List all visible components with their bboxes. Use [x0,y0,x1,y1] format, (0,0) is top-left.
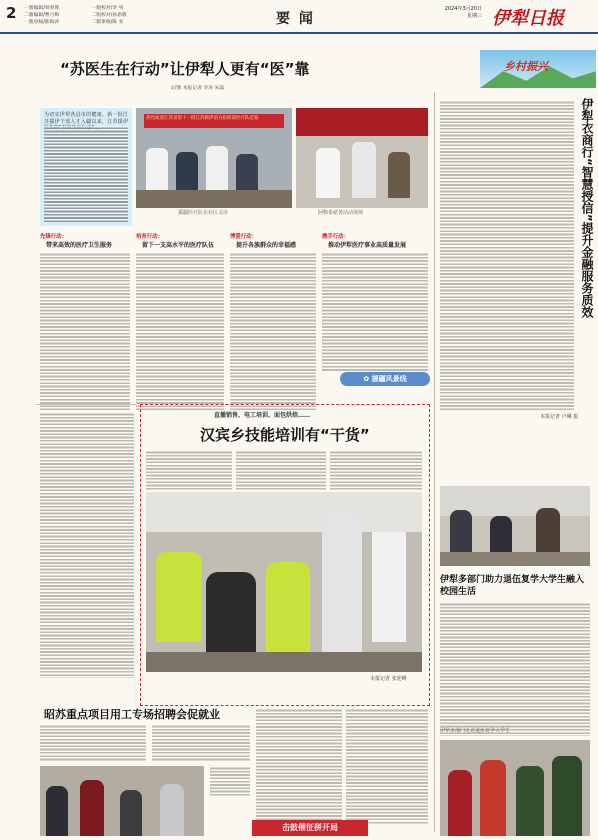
lead-intro-box [40,108,132,226]
lead-col-4: 携手行动： 推动伊犁医疗事业高质量发展 [322,232,428,372]
lead-byline: 文/图 本报记者 李涛 朱磊 [170,86,225,91]
center-col-mid [236,450,326,490]
header-rule [0,32,598,34]
mid-bottom-story [256,708,342,824]
lead-banner [480,50,596,88]
side-story-author: 本报记者 卢琳 报 [540,414,579,420]
left-story-title: 昭苏重点项目用工专场招聘会促就业 [44,708,220,721]
paper-name: 伊犁日报 [492,8,564,29]
bottom-tag: 击鼓催征拼开局 [252,820,368,836]
lead-title: “苏医生在行动”让伊犁人更有“医”靠 [60,60,310,78]
edition-item: 一版编辑/刘春蓉 [24,6,60,11]
flower-icon: ✿ [363,375,372,383]
right-photo-top [440,486,590,566]
edition-list [24,4,234,25]
center-author: 本报记者 张迎峰 [370,676,407,682]
left-story-col1 [40,724,146,762]
center-col-right [330,450,422,490]
center-photo [146,492,422,672]
mid-bottom-story-2 [346,708,428,824]
edition-item: 一版审核/陈海涛 [24,20,60,25]
edition-item: 一版校对/李 男 [91,6,124,11]
left-story-photo [40,766,204,836]
lead-intro: 为切实伊犁各县市的健康，新一批江苏援伊干部人才入疆以来，江苏援伊 [44,112,128,125]
right-story-body [440,602,590,736]
banner-text: 热烈欢迎江苏省第十一批江苏援伊前方指挥部医疗队莅临 [146,116,259,121]
lead-col-2: 培育行动： 留下一支高水平的医疗队伍 [136,232,224,410]
lead-col-1: 先锋行动： 带来高效的医疗卫生服务 [40,232,130,410]
left-story-col2 [152,724,250,762]
center-kicker: 直播销售、电工培训、面包烘焙…… [214,412,311,419]
edition-item: 二版审核/陈 亚 [91,20,124,25]
center-col-left [146,450,232,490]
masthead [0,0,598,46]
side-story-body [440,100,574,412]
photo-caption-right: 阿勒泰慈善活动现场 [318,210,364,216]
banner-slogan: 乡村振兴 [504,60,548,73]
section-title: 要 闻 [276,11,315,27]
right-photo-caption: 伊犁多部门走访退伍复学大学生 [440,728,511,734]
column-tag: ✿ 援疆风景线 [340,372,430,386]
edition-item: 二版校对/孙思敬 [91,13,127,18]
lead-photo-right [296,108,428,208]
side-story-title: 伊犁衣商行“智慧授信”提升金融服务质效 [580,98,594,318]
lead-photo-left [136,108,292,208]
center-title: 汉宾乡技能培训有“干货” [200,426,370,444]
left-story-col3 [210,766,250,796]
right-photo-bottom [440,740,590,836]
page-number: 2 [6,4,17,22]
issue-date: 2024年3月20日 星期三 [444,6,482,19]
right-story-title: 伊犁多部门助力退伍复学大学生融入校园生活 [440,575,585,597]
lead-col-3: 博爱行动： 提升各族群众的幸福感 [230,232,316,410]
left-story-body [40,412,134,678]
edition-item: 二版编辑/曹月梅 [24,13,60,18]
photo-caption-left: 援疆医疗队在社区义诊 [178,210,229,216]
